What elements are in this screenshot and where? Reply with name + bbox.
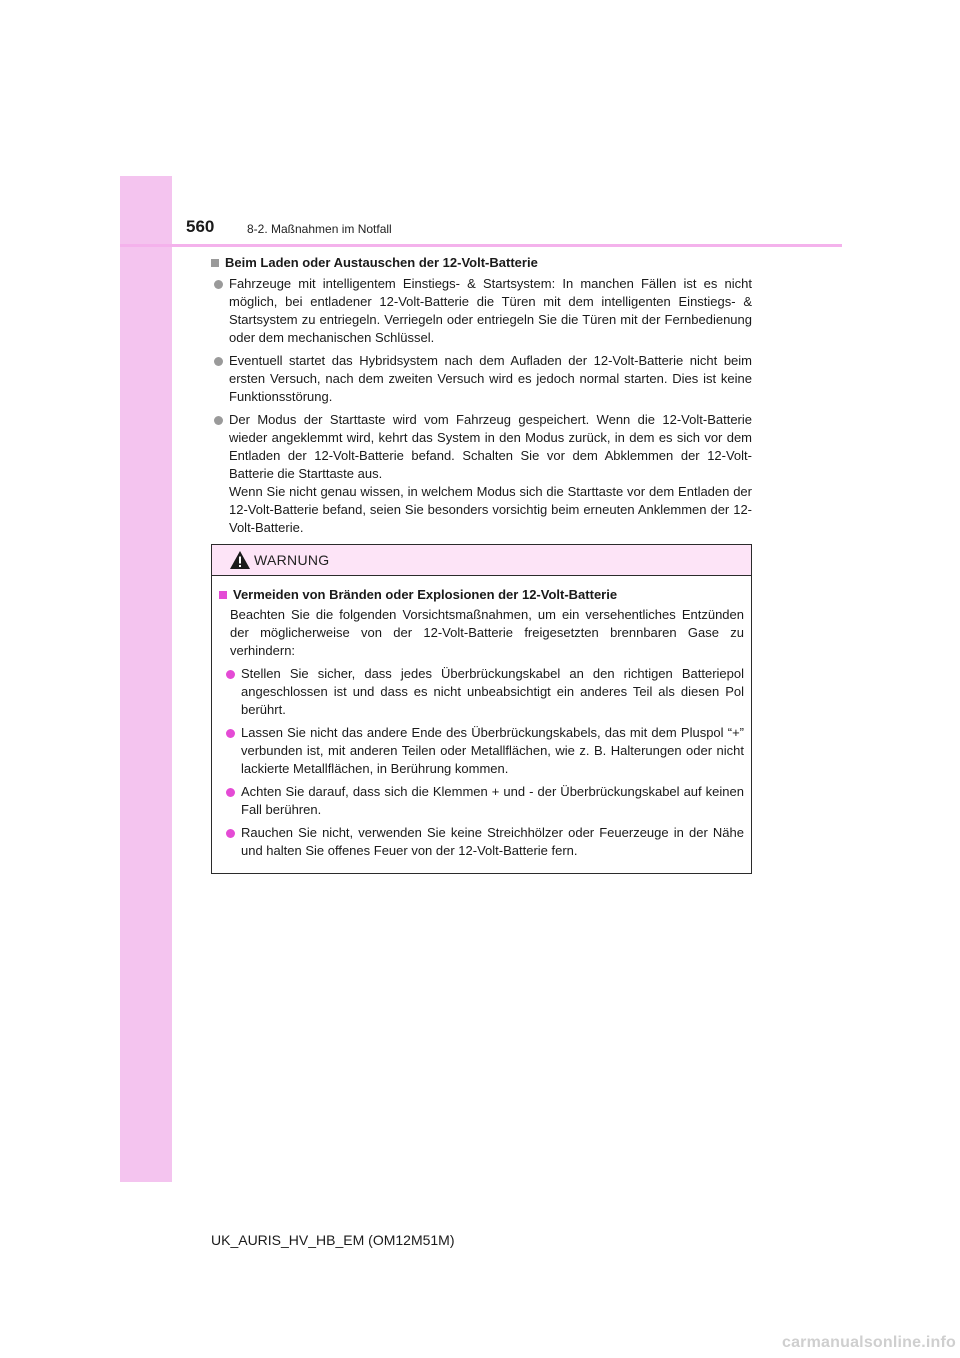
- round-bullet-icon: [214, 280, 223, 289]
- square-bullet-icon: [211, 259, 219, 267]
- round-bullet-icon: [226, 788, 235, 797]
- warning-heading-text: Vermeiden von Bränden oder Explosionen der 12-Volt-Batterie: [233, 587, 618, 602]
- warning-title: WARNUNG: [254, 552, 330, 568]
- warning-list-item: [219, 665, 744, 719]
- warning-header: [212, 545, 751, 576]
- warning-list-item: [219, 724, 744, 778]
- warning-triangle-icon: [229, 550, 251, 570]
- round-bullet-icon: [226, 829, 235, 838]
- list-item-text: Eventuell startet das Hybridsystem nach dem Aufladen der 12-Volt-Batterie nicht beim ersten Versuch, nach dem zweiten Versuch wird es jedoch normal starten. Dies ist keine Funktionsstörung.: [229, 353, 752, 404]
- section-header: 8-2. Maßnahmen im Notfall: [247, 222, 392, 236]
- watermark-logo: carmanualsonline.info: [781, 1334, 956, 1351]
- list-item-text: [229, 411, 752, 537]
- warning-list-item: [219, 783, 744, 819]
- warning-list-item-text: Lassen Sie nicht das andere Ende des Überbrückungskabels, das mit dem Pluspol “+” verbunden ist, mit anderen Teilen oder Metallflächen, wie z. B. Halterungen oder nicht lackierte Metallflächen, in Berührung kommen.: [241, 725, 744, 776]
- chapter-sidebar-tab: [120, 176, 172, 1182]
- round-bullet-icon: [226, 729, 235, 738]
- warning-list-item: [219, 824, 744, 860]
- warning-heading: [219, 586, 744, 604]
- header-rule: [120, 244, 842, 247]
- square-bullet-icon: [219, 591, 227, 599]
- warning-body: [212, 576, 751, 860]
- list-item: [211, 411, 752, 537]
- round-bullet-icon: [214, 357, 223, 366]
- list-item-paragraph: Der Modus der Starttaste wird vom Fahrzeug gespeichert. Wenn die 12-Volt-Batterie wieder angeklemmt wird, kehrt das System in den Modus zurück, in dem es sich vor dem Entladen der 12-Volt-Batterie befand. Schalten Sie vor dem Abklemmen der 12-Volt-Batterie die Starttaste aus.: [229, 412, 752, 481]
- footer-model-code: UK_AURIS_HV_HB_EM (OM12M51M): [211, 1232, 455, 1248]
- main-content: [211, 254, 752, 542]
- list-item-paragraph: Wenn Sie nicht genau wissen, in welchem Modus sich die Starttaste vor dem Entladen der 12-Volt-Batterie befand, seien Sie besonders vorsichtig beim erneuten Anklemmen der 12-Volt-Batterie.: [229, 484, 752, 535]
- warning-list-item-text: Stellen Sie sicher, dass jedes Überbrückungskabel an den richtigen Batteriepol angeschlossen ist und dass es nicht unbeabsichtigt ein anderes Teil als diesen Pol berührt.: [241, 666, 744, 717]
- round-bullet-icon: [214, 416, 223, 425]
- list-item: [211, 275, 752, 347]
- warning-list-item-text: Rauchen Sie nicht, verwenden Sie keine Streichhölzer oder Feuerzeuge in der Nähe und halten Sie offenes Feuer von der 12-Volt-Batterie fern.: [241, 825, 744, 858]
- list-item-text: Fahrzeuge mit intelligentem Einstiegs- & Startsystem: In manchen Fällen ist es nicht möglich, bei entladener 12-Volt-Batterie die Türen mit dem intelligenten Einstiegs- & Startsystem zu entriegeln. Verriegeln oder entriegeln Sie die Türen mit der Fernbedienung oder dem mechanischen Schlüssel.: [229, 276, 752, 345]
- section-heading-text: Beim Laden oder Austauschen der 12-Volt-Batterie: [225, 255, 538, 270]
- warning-intro: Beachten Sie die folgenden Vorsichtsmaßnahmen, um ein versehentliches Entzünden der möglicherweise von der 12-Volt-Batterie freigesetzten brennbaren Gase zu verhindern:: [230, 607, 744, 658]
- warning-list-item-text: Achten Sie darauf, dass sich die Klemmen + und - der Überbrückungskabel auf keinen Fall berühren.: [241, 784, 744, 817]
- page-number: 560: [186, 217, 215, 236]
- section-heading: [211, 254, 752, 272]
- round-bullet-icon: [226, 670, 235, 679]
- warning-box: [211, 544, 752, 874]
- list-item: [211, 352, 752, 406]
